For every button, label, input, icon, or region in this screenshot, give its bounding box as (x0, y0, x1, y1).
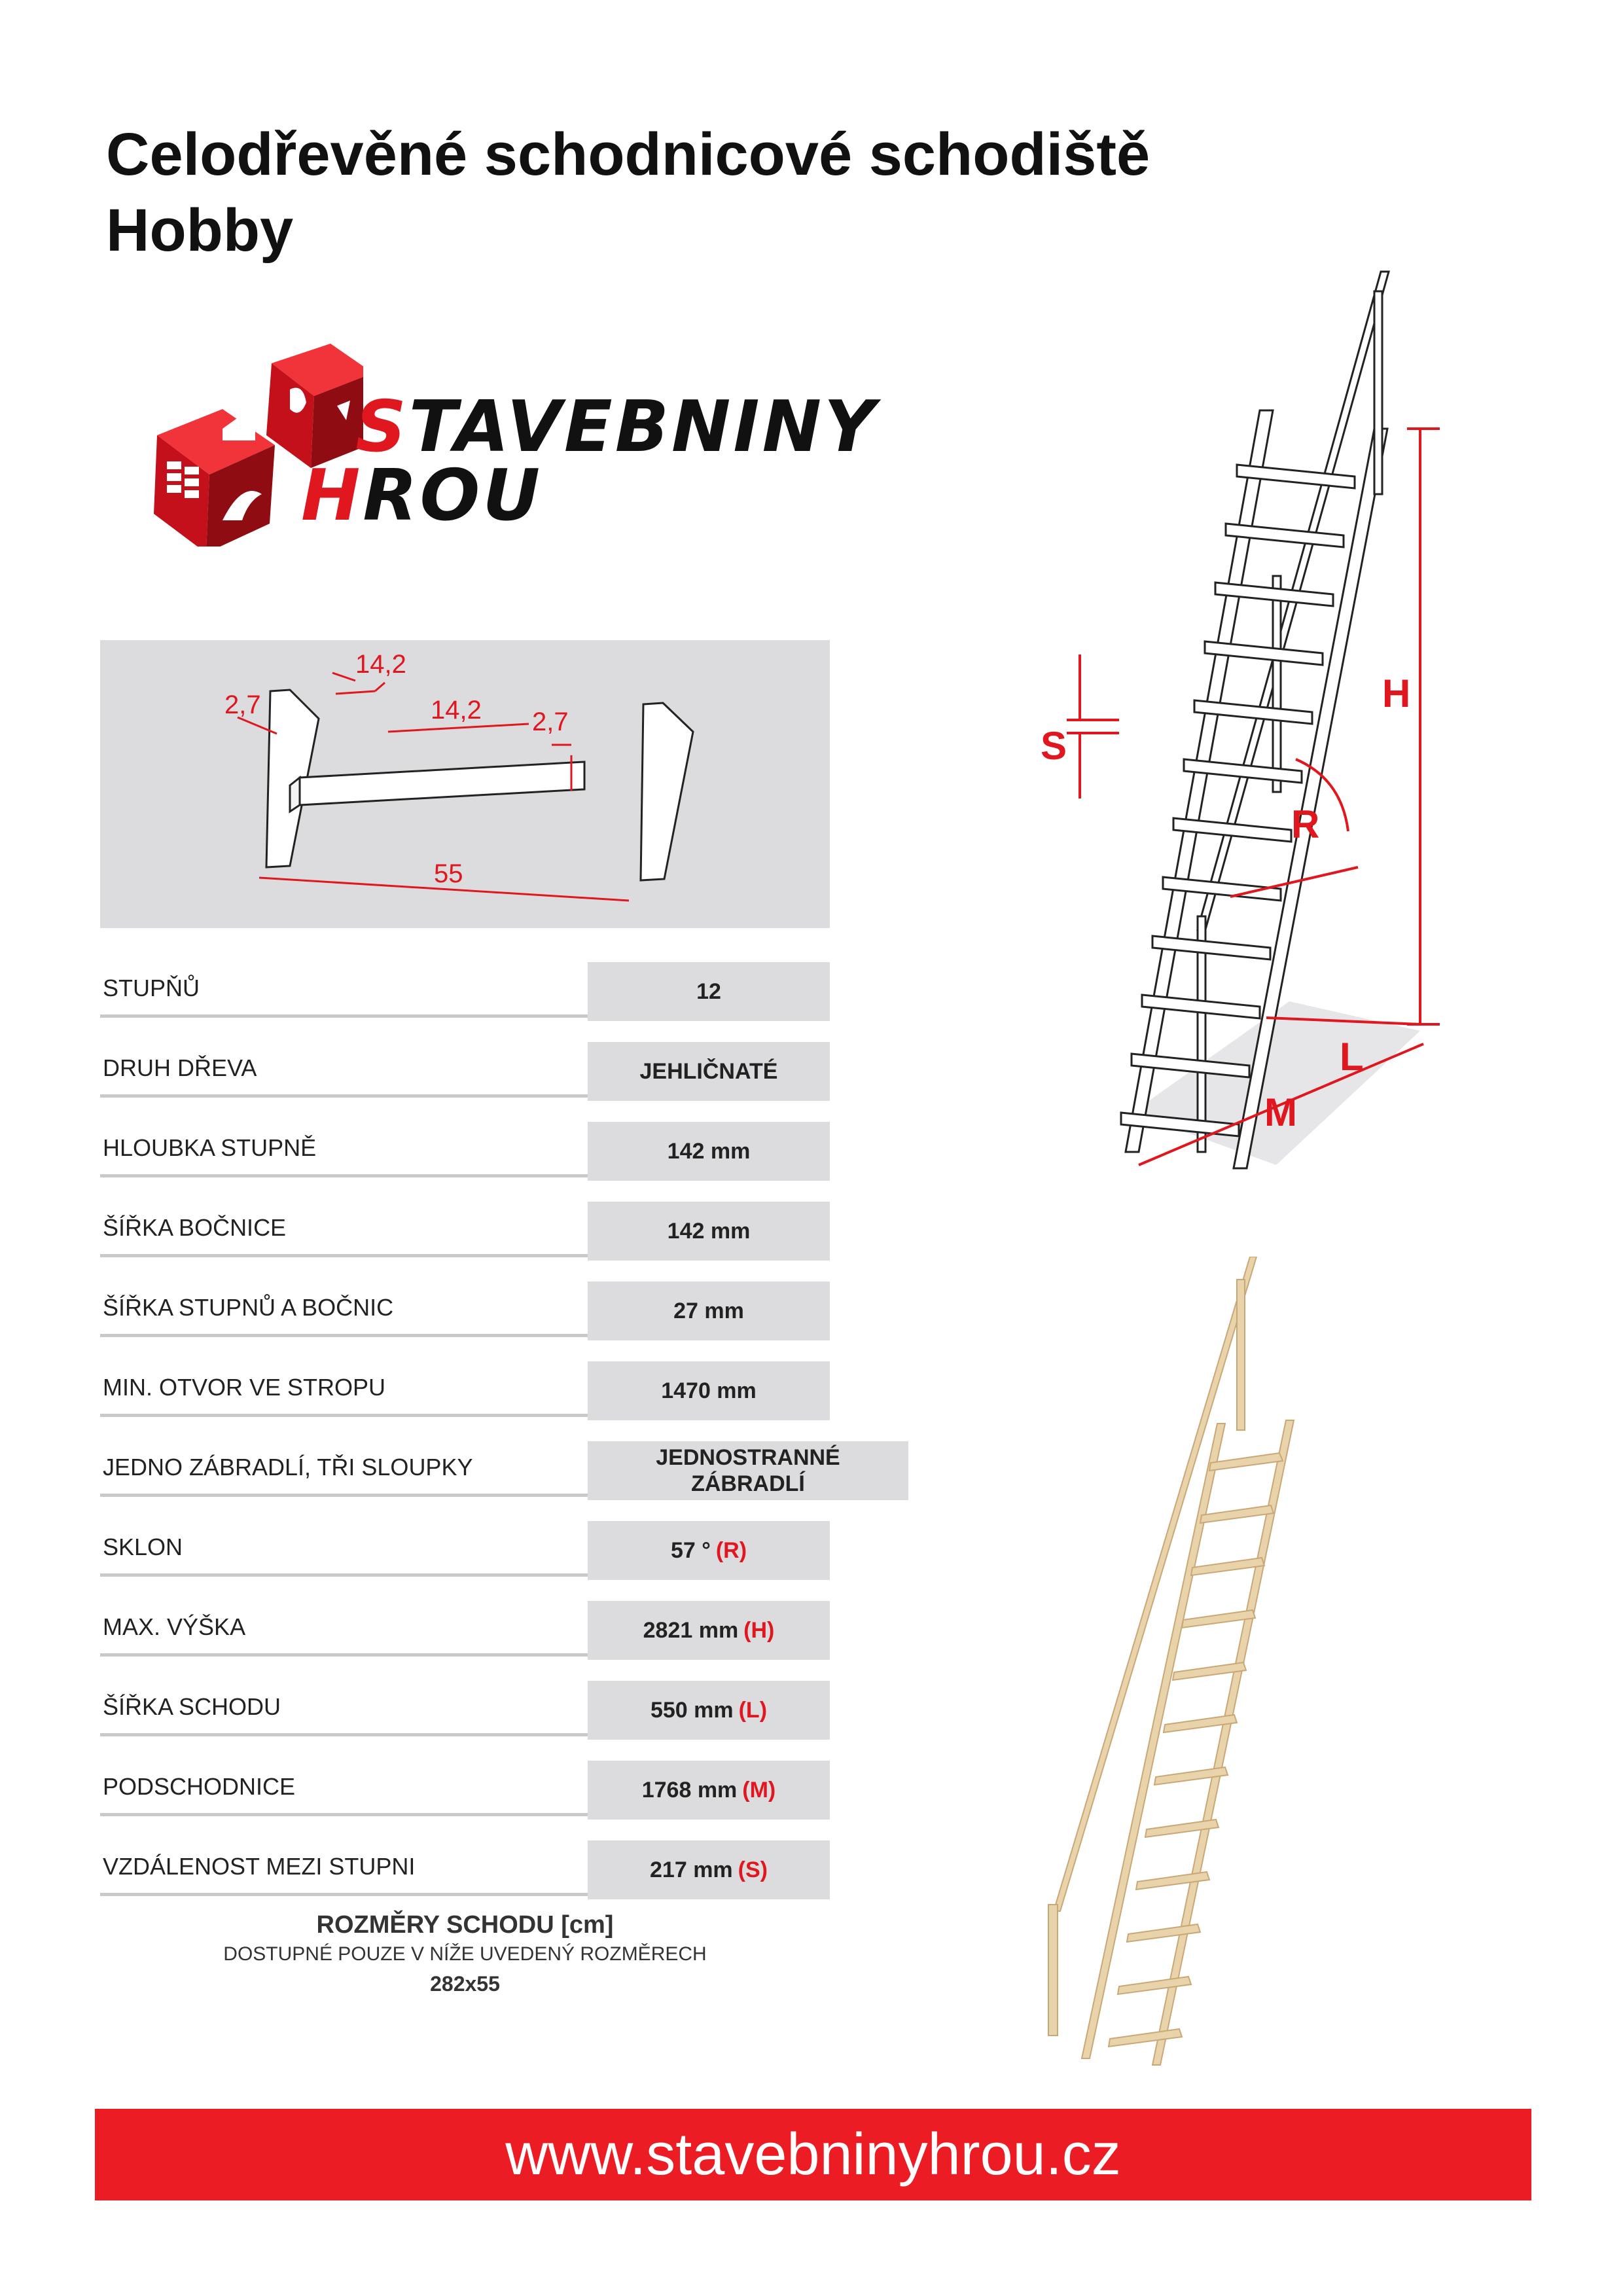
stair-label-h: H (1382, 672, 1411, 715)
spec-value: 57 ° (R) (588, 1521, 830, 1580)
spec-row (100, 1122, 830, 1181)
spec-value: JEDNOSTRANNÉ ZÁBRADLÍ (588, 1441, 908, 1500)
spec-value: 142 mm (588, 1202, 830, 1261)
spec-label: ŠÍŘKA BOČNICE (100, 1202, 588, 1257)
spec-row (100, 1681, 830, 1740)
spec-label: STUPŇŮ (100, 962, 588, 1018)
dimensions-subheading: DOSTUPNÉ POUZE V NÍŽE UVEDENÝ ROZMĚRECH (223, 1943, 707, 1965)
spec-value: 12 (588, 962, 830, 1021)
spec-label: SKLON (100, 1521, 588, 1577)
website-url[interactable]: www.stavebninyhrou.cz (505, 2121, 1121, 2187)
stair-photo-svg (1034, 1257, 1309, 2068)
dimensions-value: 282x55 (430, 1972, 500, 1996)
dim-side-thickness-label: 2,7 (224, 691, 261, 719)
step-diagram-svg (100, 640, 830, 928)
spec-row (100, 1282, 830, 1340)
step-diagram (100, 640, 830, 928)
spec-label: MIN. OTVOR VE STROPU (100, 1361, 588, 1417)
dim-step-thickness-label: 2,7 (532, 708, 569, 736)
title-line-2: Hobby (106, 197, 294, 264)
stair-drawing-svg (949, 262, 1472, 1204)
spec-row (100, 1202, 830, 1261)
spec-row (100, 1042, 830, 1101)
dimensions-note (100, 1911, 830, 1996)
spec-label: PODSCHODNICE (100, 1761, 588, 1816)
spec-label: JEDNO ZÁBRADLÍ, TŘI SLOUPKY (100, 1441, 588, 1497)
spec-label: HLOUBKA STUPNĚ (100, 1122, 588, 1177)
spec-label: VZDÁLENOST MEZI STUPNI (100, 1840, 588, 1896)
stair-line-drawing (949, 262, 1472, 1204)
dim-width-label: 55 (434, 859, 463, 888)
spec-row (100, 1441, 840, 1500)
spec-label: DRUH DŘEVA (100, 1042, 588, 1098)
spec-row (100, 1361, 830, 1420)
logo-text-line-1: STAVEBNINY (355, 386, 878, 468)
spec-row (100, 1761, 830, 1820)
dim-step-depth-label: 14,2 (431, 696, 482, 725)
stair-label-s: S (1041, 724, 1067, 768)
spec-row (100, 1840, 830, 1899)
spec-value: 550 mm (L) (588, 1681, 830, 1740)
spec-value: 1470 mm (588, 1361, 830, 1420)
spec-row (100, 1601, 830, 1660)
spec-row (100, 1521, 830, 1580)
spec-value: 1768 mm (M) (588, 1761, 830, 1820)
spec-label: MAX. VÝŠKA (100, 1601, 588, 1657)
spec-value: 142 mm (588, 1122, 830, 1181)
spec-value: 27 mm (588, 1282, 830, 1340)
specs-table (100, 962, 840, 1920)
stair-photo (1034, 1257, 1309, 2068)
spec-value: JEHLIČNATÉ (588, 1042, 830, 1101)
footer-banner (95, 2109, 1531, 2200)
spec-label: ŠÍŘKA STUPNŮ A BOČNIC (100, 1282, 588, 1337)
spec-label: ŠÍŘKA SCHODU (100, 1681, 588, 1736)
spec-value: 2821 mm (H) (588, 1601, 830, 1660)
spec-value: 217 mm (S) (588, 1840, 830, 1899)
spec-row (100, 962, 830, 1021)
dim-side-depth-label: 14,2 (355, 650, 406, 679)
title-line-1: Celodřevěné schodnicové schodiště (106, 121, 1150, 188)
brand-logo (147, 331, 878, 547)
dimensions-heading: ROZMĚRY SCHODU [cm] (316, 1911, 614, 1939)
logo-text-line-2: HROU (301, 455, 543, 537)
stair-label-m: M (1264, 1090, 1297, 1134)
page-title (106, 117, 1150, 268)
stair-label-l: L (1340, 1035, 1364, 1079)
stair-label-r: R (1291, 802, 1320, 846)
